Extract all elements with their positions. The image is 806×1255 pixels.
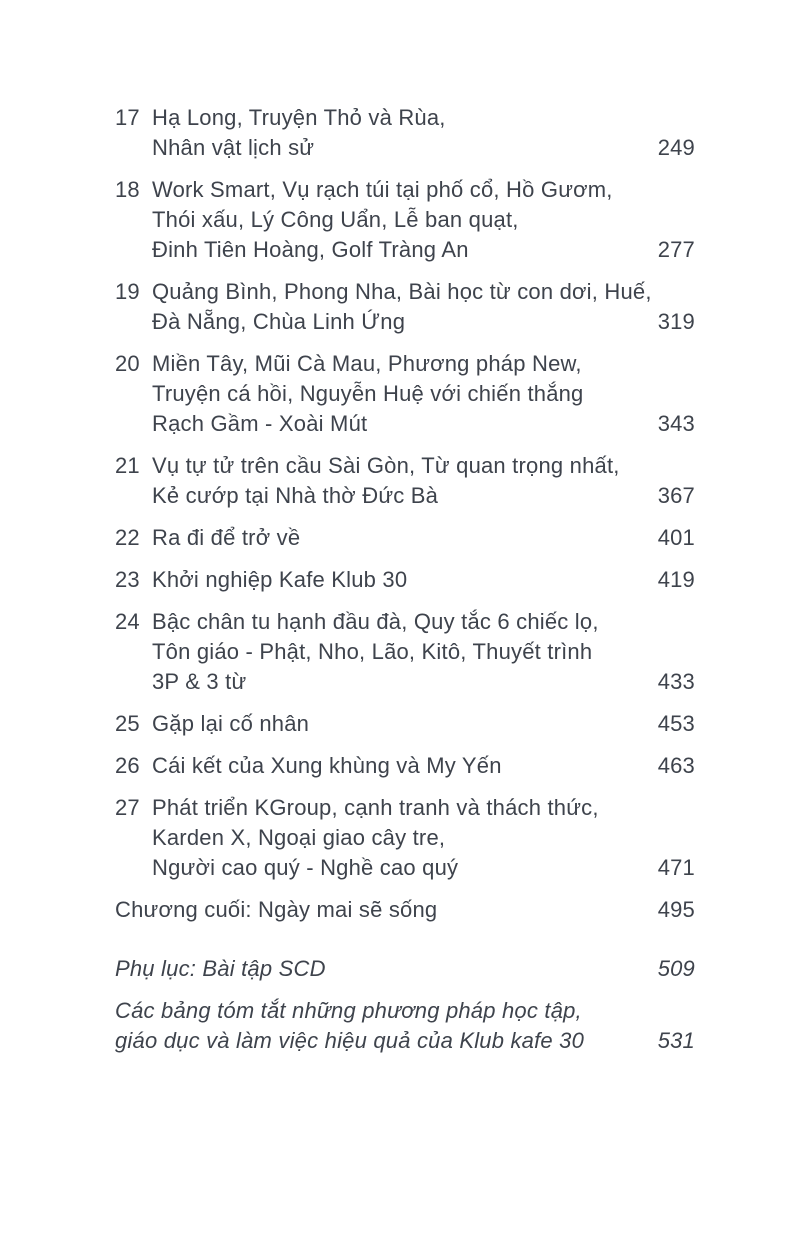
toc-entry — [115, 451, 695, 511]
chapter-number: 17 — [115, 105, 140, 130]
chapter-title — [152, 349, 641, 439]
toc-entry — [115, 349, 695, 439]
page-number: 433 — [657, 669, 695, 694]
chapter-number: 26 — [115, 753, 140, 778]
toc-entry — [115, 793, 695, 883]
chapter-title — [152, 793, 641, 883]
chapter-title-line: Hạ Long, Truyện Thỏ và Rùa, — [152, 105, 446, 130]
page-number: 463 — [657, 753, 695, 778]
toc-entry — [115, 523, 695, 553]
chapter-title-line: Cái kết của Xung khùng và My Yến — [152, 753, 502, 778]
page-number: 401 — [657, 525, 695, 550]
chapter-title-line: Đinh Tiên Hoàng, Golf Tràng An — [152, 237, 469, 262]
chapter-title-line: Phụ lục: Bài tập SCD — [115, 956, 326, 981]
page-number: 453 — [657, 711, 695, 736]
chapter-number: 24 — [115, 609, 140, 634]
toc-entry — [115, 277, 695, 337]
chapter-title — [152, 277, 652, 337]
chapter-number: 23 — [115, 567, 140, 592]
chapter-title-line: Kẻ cướp tại Nhà thờ Đức Bà — [152, 483, 439, 508]
chapter-number: 25 — [115, 711, 140, 736]
toc-entry — [115, 709, 695, 739]
chapter-number: 27 — [115, 795, 140, 820]
chapter-title-line: Các bảng tóm tắt những phương pháp học tập, — [115, 998, 582, 1023]
chapter-title-line: Miền Tây, Mũi Cà Mau, Phương pháp New, — [152, 351, 582, 376]
chapter-number: 18 — [115, 177, 140, 202]
chapter-title-line: Người cao quý - Nghề cao quý — [152, 855, 459, 880]
chapter-title-line: Gặp lại cố nhân — [152, 711, 310, 736]
toc-entry — [115, 103, 695, 163]
page-number: 419 — [657, 567, 695, 592]
toc-entry — [115, 895, 695, 925]
toc-entry — [115, 954, 695, 984]
chapter-title — [115, 954, 641, 984]
toc-list — [115, 103, 695, 1068]
toc-entry — [115, 751, 695, 781]
chapter-title — [152, 103, 641, 163]
chapter-number: 20 — [115, 351, 140, 376]
chapter-title-line: 3P & 3 từ — [152, 669, 247, 694]
chapter-title-line: Bậc chân tu hạnh đầu đà, Quy tắc 6 chiếc lọ, — [152, 609, 599, 634]
chapter-title — [152, 175, 641, 265]
chapter-title — [152, 607, 641, 697]
page-number: 471 — [657, 855, 695, 880]
chapter-number: 21 — [115, 453, 140, 478]
page-number: 249 — [657, 135, 695, 160]
chapter-title-line: Work Smart, Vụ rạch túi tại phố cổ, Hồ Gươm, — [152, 177, 613, 202]
chapter-title-line: Đà Nẵng, Chùa Linh Ứng — [152, 309, 406, 334]
chapter-title — [115, 996, 641, 1056]
chapter-title — [152, 451, 641, 511]
chapter-title-line: Tôn giáo - Phật, Nho, Lão, Kitô, Thuyết trình — [152, 639, 593, 664]
page-number: 319 — [657, 309, 695, 334]
chapter-title-line: Vụ tự tử trên cầu Sài Gòn, Từ quan trọng nhất, — [152, 453, 620, 478]
chapter-title-line: Ra đi để trở về — [152, 525, 301, 550]
page-number: 509 — [657, 956, 695, 981]
toc-entry — [115, 175, 695, 265]
chapter-title-line: Phát triển KGroup, cạnh tranh và thách thức, — [152, 795, 599, 820]
page-number: 343 — [657, 411, 695, 436]
page-number: 531 — [657, 1028, 695, 1053]
chapter-title-line: Truyện cá hồi, Nguyễn Huệ với chiến thắng — [152, 381, 584, 406]
chapter-title-line: Thói xấu, Lý Công Uẩn, Lễ ban quạt, — [152, 207, 519, 232]
page-number: 495 — [657, 897, 695, 922]
chapter-title-line: giáo dục và làm việc hiệu quả của Klub kafe 30 — [115, 1028, 585, 1053]
toc-entry — [115, 607, 695, 697]
chapter-title — [152, 709, 641, 739]
chapter-number: 22 — [115, 525, 140, 550]
page-number: 277 — [657, 237, 695, 262]
chapter-title — [152, 565, 641, 595]
chapter-title-line: Nhân vật lịch sử — [152, 135, 315, 160]
chapter-title-line: Chương cuối: Ngày mai sẽ sống — [115, 897, 438, 922]
toc-entry — [115, 996, 695, 1056]
toc-entry — [115, 565, 695, 595]
chapter-title-line: Karden X, Ngoại giao cây tre, — [152, 825, 446, 850]
chapter-title — [115, 895, 641, 925]
chapter-title-line: Rạch Gầm - Xoài Mút — [152, 411, 368, 436]
chapter-title — [152, 523, 641, 553]
chapter-title-line: Quảng Bình, Phong Nha, Bài học từ con dơi, Huế, — [152, 279, 652, 304]
chapter-title — [152, 751, 641, 781]
chapter-title-line: Khởi nghiệp Kafe Klub 30 — [152, 567, 408, 592]
chapter-number: 19 — [115, 279, 140, 304]
page-number: 367 — [657, 483, 695, 508]
